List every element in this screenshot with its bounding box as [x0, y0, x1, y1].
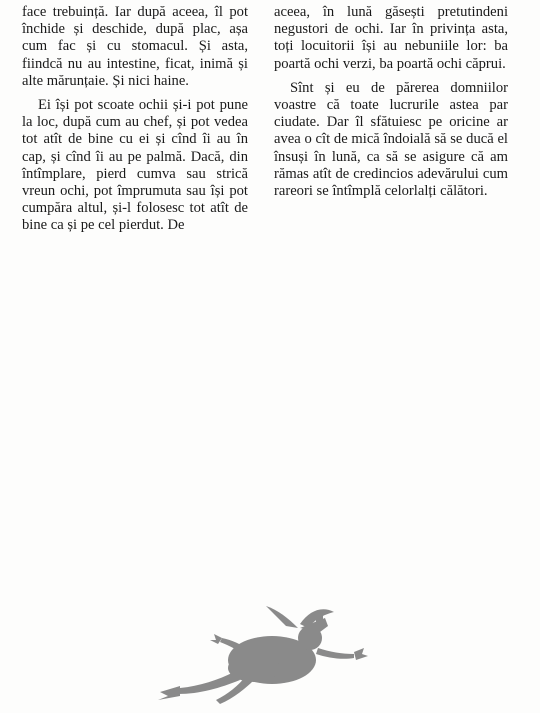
paragraph: Sînt și eu de părerea domniilor voastre că toate lucrurile astea par ciudate. Dar îl sfătuiesc pe oricine ar avea o cît de mică îndoială să se ducă el însuși în lună, ca să se asigure că am rămas atît de credincios adevărului cum rareori se întîmplă celorlalți călători. — [274, 79, 508, 200]
paragraph: face trebuință. Iar după aceea, îl pot închide și deschide, după plac, așa cum fac și cu stomacul. Și asta, fiindcă nu au intestine, ficat, inimă și alte mărunțaie. Și nici haine. — [22, 4, 248, 89]
paragraph: Ei își pot scoate ochii și-i pot pune la loc, după cum au chef, și pot vedea tot atît de bine cu ei și cînd îi au în cap, și cînd îi au pe palmă. Dacă, din întîmplare, pierd cumva sau strică vreun ochi, pot împrumuta sau își pot cumpăra altul, și-l folosesc tot atît de bine ca și pe cel pierdut. De — [22, 97, 248, 234]
paragraph: aceea, în lună găsești pretutindeni negustori de ochi. Iar în privința asta, toți locuitorii își au nebuniile lor: ba poartă ochi verzi, ba poartă ochi căprui. — [274, 4, 508, 72]
text-column-right — [274, 4, 508, 200]
flying-figure-silhouette-icon — [150, 588, 390, 706]
text-column-left — [22, 4, 248, 235]
